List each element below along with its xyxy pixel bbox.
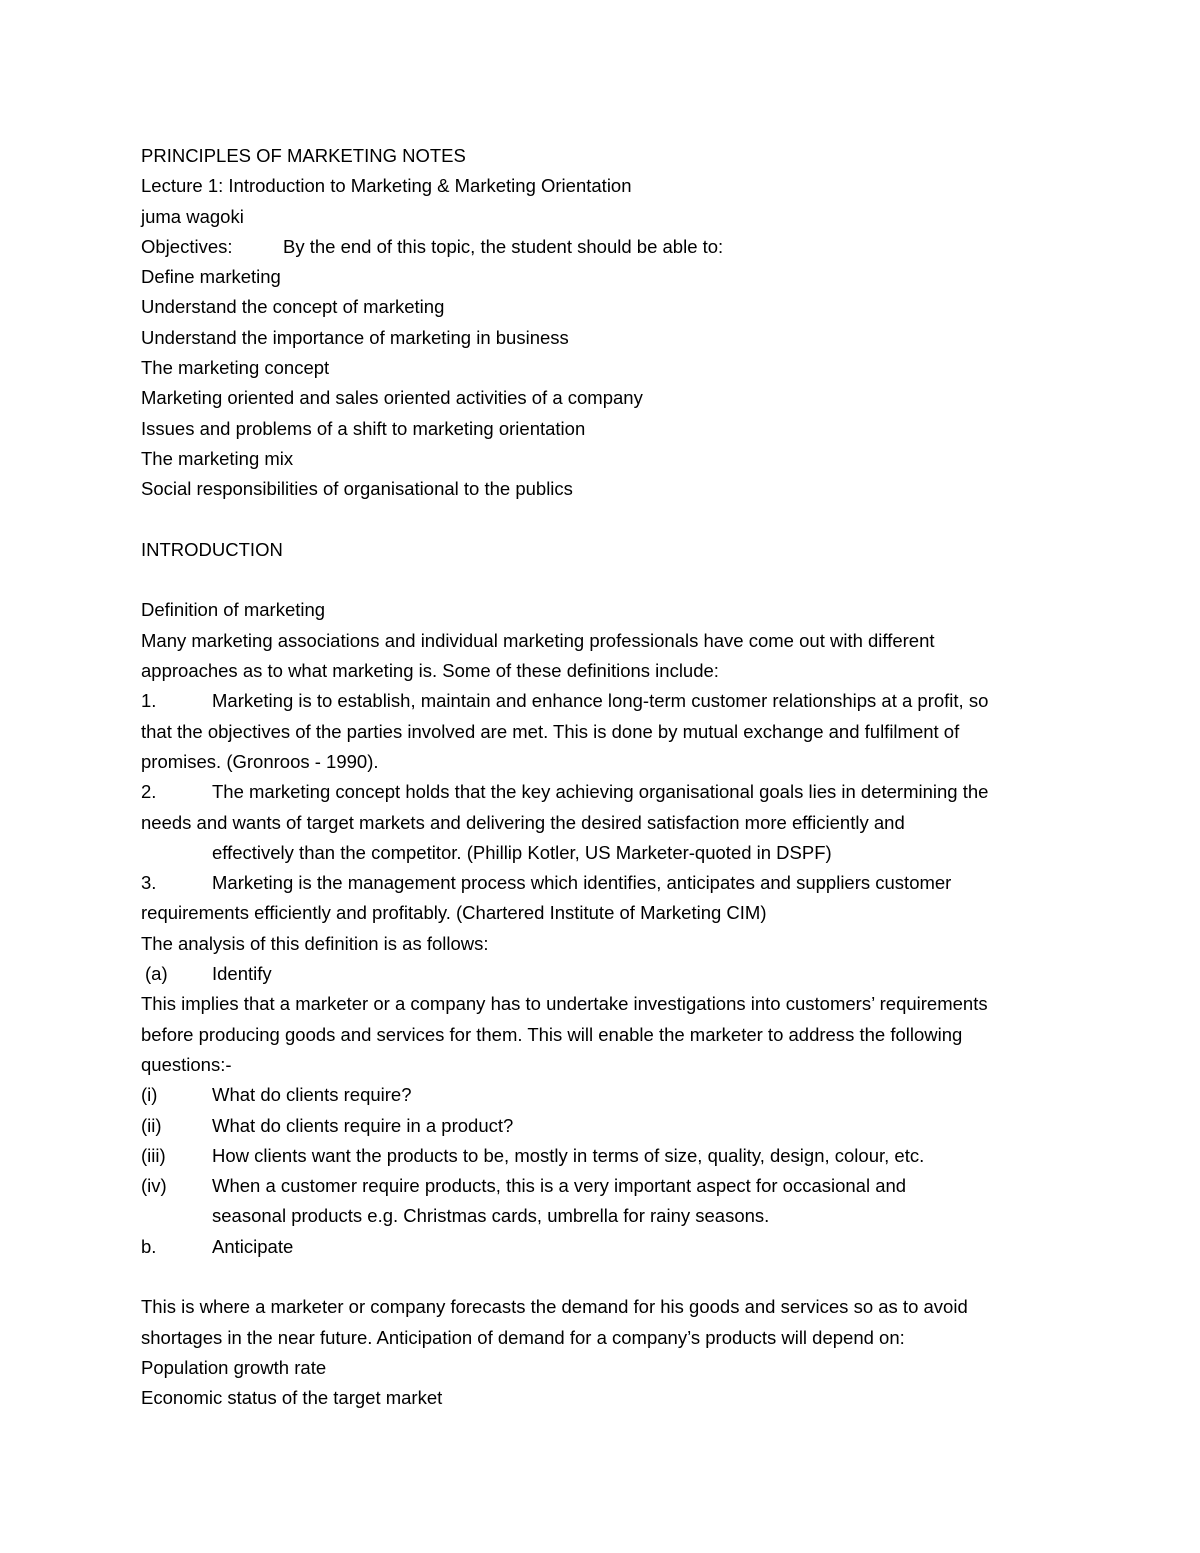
definition-text: Marketing is to establish, maintain and enhance long-term customer relationships at a profit, so	[212, 690, 989, 712]
paragraph-line: requirements efficiently and profitably. (Chartered Institute of Marketing CIM)	[141, 902, 767, 924]
objective-item: Social responsibilities of organisational to the publics	[141, 478, 573, 500]
objective-item: Marketing oriented and sales oriented activities of a company	[141, 387, 643, 409]
paragraph-line: promises. (Gronroos - 1990).	[141, 750, 379, 772]
subsection-heading: Definition of marketing	[141, 599, 326, 621]
paragraph-line: This is where a marketer or company forecasts the demand for his goods and services so as to avoid	[141, 1296, 968, 1318]
objective-item: Define marketing	[141, 266, 281, 288]
objective-item: Issues and problems of a shift to marketing orientation	[141, 417, 586, 439]
paragraph-line: The analysis of this definition is as follows:	[141, 932, 489, 954]
document-title: PRINCIPLES OF MARKETING NOTES	[141, 145, 466, 166]
list-number: (iv)	[141, 1175, 167, 1197]
list-letter: (a)	[145, 963, 168, 985]
definition-item	[141, 868, 1071, 898]
list-number: (ii)	[141, 1114, 162, 1136]
blank-line	[141, 565, 1071, 595]
definition-item	[141, 777, 1071, 807]
document-body	[141, 141, 1071, 1413]
objectives-intro: By the end of this topic, the student should be able to:	[283, 235, 724, 257]
paragraph-line: needs and wants of target markets and delivering the desired satisfaction more efficiently and	[141, 811, 905, 833]
list-number: 3.	[141, 872, 157, 894]
list-letter: b.	[141, 1235, 157, 1257]
objective-item: The marketing concept	[141, 357, 330, 379]
factor-item: Population growth rate	[141, 1356, 327, 1378]
indented-line: effectively than the competitor. (Phillip Kotler, US Marketer-quoted in DSPF)	[212, 841, 832, 863]
analysis-item	[141, 1232, 1071, 1262]
question-item	[141, 1080, 1071, 1110]
question-text: What do clients require?	[212, 1084, 412, 1106]
author-name: juma wagoki	[141, 205, 244, 227]
objective-item: Understand the importance of marketing in business	[141, 326, 569, 348]
list-number: (iii)	[141, 1144, 166, 1166]
paragraph-line: approaches as to what marketing is. Some of these definitions include:	[141, 660, 719, 682]
definition-item	[141, 686, 1071, 716]
paragraph-line: This implies that a marketer or a company has to undertake investigations into customers’ requirements	[141, 993, 988, 1015]
indented-line: seasonal products e.g. Christmas cards, umbrella for rainy seasons.	[212, 1205, 770, 1227]
list-number: (i)	[141, 1084, 158, 1106]
paragraph-line: before producing goods and services for them. This will enable the marketer to address the following	[141, 1023, 963, 1045]
question-item	[141, 1171, 1071, 1201]
analysis-title: Identify	[212, 963, 272, 985]
analysis-title: Anticipate	[212, 1235, 294, 1257]
definition-text: The marketing concept holds that the key achieving organisational goals lies in determining the	[212, 781, 989, 803]
question-text: What do clients require in a product?	[212, 1114, 514, 1136]
paragraph-line: Many marketing associations and individual marketing professionals have come out with different	[141, 629, 935, 651]
blank-line	[141, 505, 1071, 535]
objectives-label: Objectives:	[141, 235, 233, 257]
factor-item: Economic status of the target market	[141, 1387, 443, 1409]
objective-item: Understand the concept of marketing	[141, 296, 445, 318]
objectives-line	[141, 232, 1071, 262]
section-heading: INTRODUCTION	[141, 538, 283, 560]
blank-line	[141, 1262, 1071, 1292]
question-text: When a customer require products, this is a very important aspect for occasional and	[212, 1175, 907, 1197]
analysis-item	[141, 959, 1071, 989]
paragraph-line: shortages in the near future. Anticipation of demand for a company’s products will depend on:	[141, 1326, 905, 1348]
question-item	[141, 1111, 1071, 1141]
paragraph-line: questions:-	[141, 1053, 232, 1075]
lecture-title: Lecture 1: Introduction to Marketing & Marketing Orientation	[141, 175, 632, 197]
paragraph-line: that the objectives of the parties involved are met. This is done by mutual exchange and fulfilment of	[141, 720, 960, 742]
objective-item: The marketing mix	[141, 447, 294, 469]
list-number: 2.	[141, 781, 157, 803]
list-number: 1.	[141, 690, 157, 712]
question-text: How clients want the products to be, mostly in terms of size, quality, design, colour, etc.	[212, 1144, 925, 1166]
definition-text: Marketing is the management process which identifies, anticipates and suppliers customer	[212, 872, 952, 894]
question-item	[141, 1141, 1071, 1171]
